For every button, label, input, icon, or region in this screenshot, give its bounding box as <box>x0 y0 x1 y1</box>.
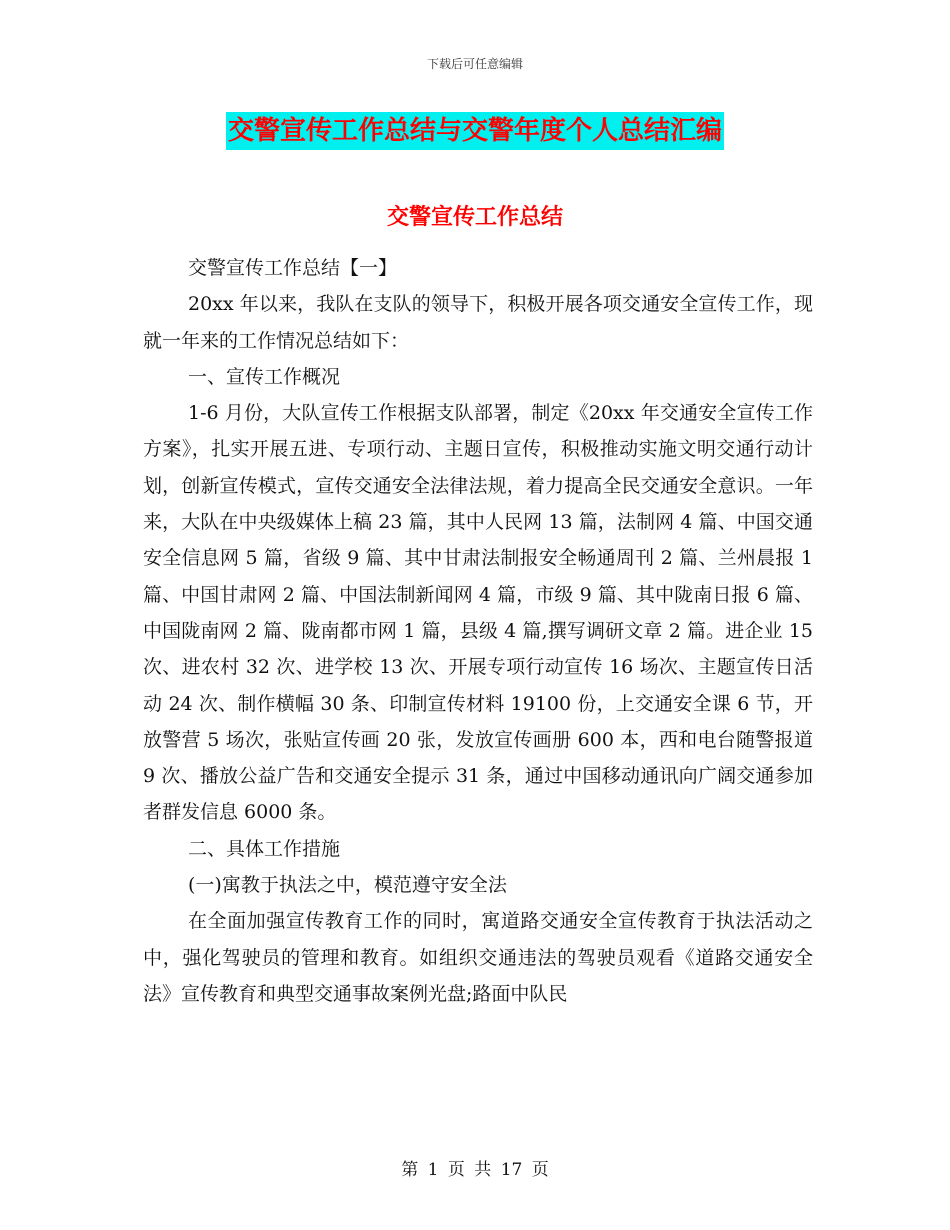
subheading-part-one: 交警宣传工作总结【一】 <box>188 257 398 279</box>
heading-overview: 一、宣传工作概况 <box>188 365 341 388</box>
heading-measures: 二、具体工作措施 <box>188 837 341 860</box>
header-note: 下载后可任意编辑 <box>426 57 523 71</box>
body-text <box>143 250 813 1012</box>
main-title-wrap <box>0 112 950 150</box>
intro-paragraph: 20xx 年以来，我队在支队的领导下，积极开展各项交通安全宣传工作，现就一年来的工作情况总结如下： <box>143 293 813 352</box>
document-title: 交警宣传工作总结与交警年度个人总结汇编 <box>226 112 724 150</box>
subheading-measure-one: (一)寓教于执法之中，模范遵守安全法 <box>188 874 507 897</box>
page-footer: 第 1 页 共 17 页 <box>401 1160 549 1180</box>
section-title: 交警宣传工作总结 <box>386 205 563 230</box>
overview-paragraph: 1-6 月份，大队宣传工作根据支队部署，制定《20xx 年交通安全宣传工作方案》，扎实开展五进、专项行动、主题日宣传，积极推动实施文明交通行动计划，创新宣传模式，宣传交通安全法律法规，着力提高全民交通安全意识。一年来，大队在中央级媒体上稿 23 篇，其中人民网 13 篇，法制网 4 篇、中国交通安全信息网 5 篇，省级 9 篇、其中甘肃法制报安全畅通周刊 2 篇、兰州晨报 1 篇、中国甘肃网 2 篇、中国法制新闻网 4 篇，市级 9 篇、其中陇南日报 6 篇、中国陇南网 2 篇、陇南都市网 1 篇，县级 4 篇,撰写调研文章 2 篇。进企业 15 次、进农村 32 次、进学校 13 次、开展专项行动宣传 16 场次、主题宣传日活动 24 次、制作横幅 30 条、印制宣传材料 19100 份，上交通安全课 6 节，开放警营 5 场次，张贴宣传画 20 张，发放宣传画册 600 本，西和电台随警报道 9 次、播放公益广告和交通安全提示 31 条，通过中国移动通讯向广阔交通参加者群发信息 6000 条。 <box>143 402 813 824</box>
measure-one-paragraph: 在全面加强宣传教育工作的同时，寓道路交通安全宣传教育于执法活动之中，强化驾驶员的管理和教育。如组织交通违法的驾驶员观看《道路交通安全法》宣传教育和典型交通事故案例光盘;路面中队民 <box>143 910 813 1005</box>
